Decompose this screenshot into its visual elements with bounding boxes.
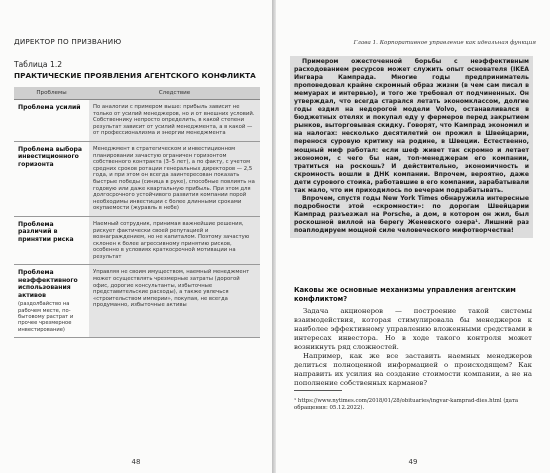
problem-cell: [14, 265, 89, 338]
consequence-cell: По аналогии с примером выше: прибыль зависит не только от усилий менеджеров, но и от внешних условий. Собственнику непросто определить, в какой степени результат зависит от усилий менеджмента, а в какой — от профессионализма и энергии менеджмента: [89, 100, 260, 142]
table-label: Таблица 1.2: [14, 60, 63, 69]
footnote: ¹ https://www.nytimes.com/2018/01/28/obituaries/ingvar-kamprad-dies.html (дата обращения: 05.12.2022).: [294, 398, 519, 412]
column-header-problems: Проблемы: [14, 87, 89, 100]
consequence-cell: Управляя не своим имуществом, наемный менеджмент может осуществлять чрезмерные затраты (дорогой офис, дорогие консультанты, избыточные представительские расходы), а также увлечься «строительством империи», покупая, не всегда продуманно, избыточные активы: [89, 265, 260, 338]
running-head-left: ДИРЕКТОР ПО ПРИЗВАНИЮ: [14, 37, 122, 46]
left-page: [0, 0, 272, 473]
section-question-heading: Каковы же основные механизмы управления агентским конфликтом?: [294, 286, 516, 303]
column-header-consequence: Следствие: [89, 87, 260, 100]
body-text: [294, 307, 532, 388]
highlighted-paragraph: Впрочем, спустя годы New York Times обнаружила интересные подробности этой «скромности»: по дорогам Швейцарии Кампрад разъезжал на Porsche, а дом, в котором он жил, был роскошной виллой на берегу Женевского озера¹. Лишний раз поаплодируем мощной силе человеческого мифотворчества!: [294, 194, 529, 234]
right-page: [276, 0, 550, 473]
problem-cell: [14, 100, 89, 142]
table-header-row: [14, 87, 260, 100]
highlighted-box: [290, 56, 533, 238]
consequence-cell: Менеджмент в стратегическом и инвестиционном планировании зачастую ограничен горизонтом собственного контракта (3–5 лет), а по факту, с учетом средних сроков ротации генеральных директоров — 2,5 года, и при этом он всегда заинтересован показать быстрые победы (синица в руке), способные повлиять на годовую или даже квартальную прибыль. При этом для долгосрочного устойчивого развития компании порой необходимы инвестиции с более длинными сроками окупаемости (журавль в небе): [89, 141, 260, 216]
table-title: ПРАКТИЧЕСКИЕ ПРОЯВЛЕНИЯ АГЕНТСКОГО КОНФЛИКТА: [14, 71, 256, 80]
table-row: [14, 100, 260, 142]
problem-cell: [14, 141, 89, 216]
page-number-left: 48: [131, 458, 141, 466]
body-paragraph: Задача акционеров — построение такой системы взаимодействия, которая стимулировала бы менеджеров к наиболее эффективному управлению вложенными средствами в интересах инвестора. Но в ходе такого контроля может возникнуть ряд сложностей.: [294, 307, 532, 351]
table-row: [14, 216, 260, 265]
problem-title: Проблема выбора инвестиционного горизонта: [18, 145, 82, 168]
table-row: [14, 265, 260, 338]
consequence-cell: Наемный сотрудник, принимая важнейшие решения, рискует фактически своей репутацией и вознаграждением, но не капиталом. Поэтому зачастую склонен к более агрессивному принятию рисков, особенно в условиях краткосрочной мотивации на результат: [89, 216, 260, 265]
body-paragraph: Например, как же все заставить наемных менеджеров делиться полноценной информацией о происходящем? Как направить их усилия на создание стоимости компании, а не на пополнение собственных карманов?: [294, 352, 532, 387]
agency-conflict-table: [14, 87, 260, 338]
highlighted-paragraph: Примером ожесточенной борьбы с неэффективным расходованием ресурсов может служить опыт основателя (IKEA Ингвара Кампрада. Многие годы предприниматель проповедовал крайне скромный образ жизни (в чем сам писал в мемуарах и интервью), и того же требовал от подчиненных. Он утверждал, что всегда старался летать экономклассом, долгие годы ездил на недорогой модели Volvo, останавливался в бюджетных отелях и покупал еду у фермеров перед закрытием рынков, выторговывая скидку. Говорят, что Кампрад экономил и на налогах: несколько десятилетий он прожил в Швейцарии, перенося суровую критику на родине, в Швеции. Естественно, мощный миф работал: если шеф живет так скромно и летает экономом, с чего бы нам, топ-менеджерам его компании, тратиться на роскошь? И действительно, экономичность и скромность вошли в ДНК компании. Впрочем, вероятно, даже дети сурового стоика, работавшие в его компании, зарабатывали так мало, что им приходилось по вечерам подрабатывать.: [294, 58, 529, 194]
problem-note: (раздолбайство на рабочем месте, по-бытовому растрат и прочее чрезмерное инвестирование): [18, 301, 74, 333]
page-number-right: 49: [408, 458, 418, 466]
problem-title: Проблема усилий: [18, 104, 81, 111]
running-head-right: Глава 1. Корпоративное управление как идеальная функция: [353, 40, 536, 46]
problem-cell: [14, 216, 89, 265]
footnote-rule: [294, 390, 342, 391]
problem-title: Проблема различий в принятии риска: [18, 220, 74, 243]
table-row: [14, 141, 260, 216]
problem-title: Проблема неэффективного использования активов: [18, 269, 78, 299]
